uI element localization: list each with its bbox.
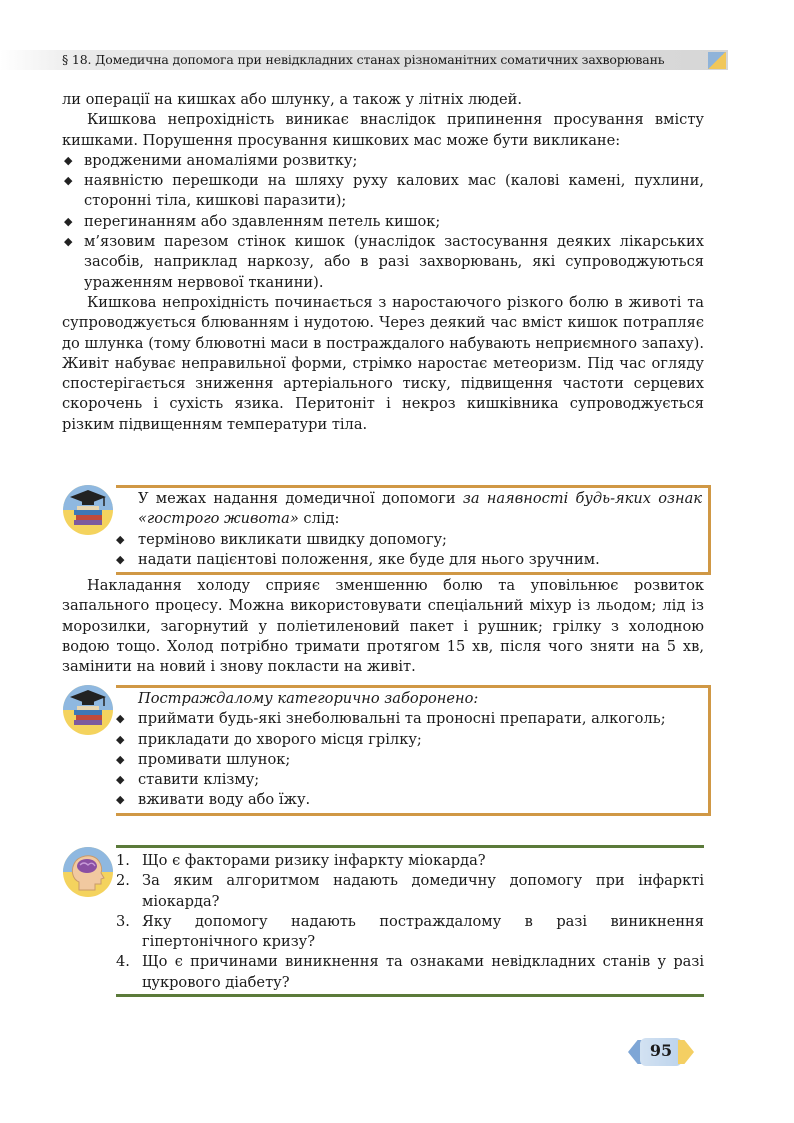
paragraph: Накладання холоду сприяє зменшенню болю та уповільнює розвиток запального процесу. Можна використовувати спеціальний міхур із льодом; лід із морозилки, загорнутий у поліетиленовий пакет і рушник; грілку з холодною водою тощо. Холод потрібно тримати протягом 15 хв, після чого зняти на 5 хв, замінити на новий і знову покласти на живіт. (62, 577, 704, 676)
question-item: 4. Що є причинами виникнення та ознаками невідкладних станів у разі цукрового діабету? (116, 953, 704, 991)
running-header: § 18. Домедична допомога при невідкладних станах різноманітних соматичних захворювань (62, 52, 665, 67)
head-brain-icon (62, 846, 114, 898)
question-item: 2. За яким алгоритмом надають домедичну допомогу при інфаркті міокарда? (116, 872, 704, 910)
main-text (62, 90, 704, 435)
list-item: ◆ вживати воду або їжу. (116, 790, 702, 810)
paragraph: Кишкова непрохідність починається з наростаючого різкого болю в животі та супроводжується блюванням і нудотою. Через деякий час вміст кишок потрапляє до шлунка (тому блювотні маси в постраждалого набувають неприємного запаху). Живіт набуває неправильної форми, стрімко наростає метеоризм. Під час огляду спостерігається зниження артеріального тиску, підвищення частоти серцевих скорочень і сухість язика. Перитоніт і некроз кишківника супроводжується різким підвищенням температури тіла. (62, 293, 704, 433)
graduation-cap-books-icon (62, 484, 114, 536)
list-item: ◆ перегинанням або здавленням петель кишок; (62, 212, 704, 232)
question-item: 3. Яку допомогу надають постраждалому в разі виникнення гіпертонічного кризу? (116, 912, 704, 951)
list-item: ◆ вродженими аномаліями розвитку; (62, 151, 704, 171)
main-text-continued (62, 576, 704, 677)
note-box-first-aid (116, 485, 711, 575)
list-item: ◆ ставити клізму; (116, 770, 702, 790)
list-item: ◆ терміново викликати швидку допомогу; (116, 530, 702, 550)
note-box-prohibited (116, 685, 711, 816)
header-corner-decoration (708, 52, 726, 69)
list-item: ◆ м’язовим парезом стінок кишок (унаслідок застосування деяких лікарських засобів, наприклад наркозу, або в разі захворювань, які супроводжуються ураженням нервової тканини). (62, 232, 704, 293)
continuation-text: ли операції на кишках або шлунку, а також у літніх людей. (62, 91, 522, 108)
review-questions (116, 845, 704, 997)
causes-list (62, 151, 704, 293)
page-number: 95 (649, 1041, 673, 1060)
note-intro: У межах надання домедичної допомоги за наявності будь-яких ознак «гострого живота» слід: (138, 490, 702, 528)
graduation-cap-books-icon (62, 684, 114, 736)
list-item: ◆ приймати будь-які знеболювальні та проносні препарати, алкоголь; (116, 709, 702, 729)
question-item: 1. Що є факторами ризику інфаркту міокарда? (116, 852, 486, 869)
paragraph: Кишкова непрохідність виникає внаслідок припинення просування вмісту кишками. Порушення просування кишкових мас може бути викликане: (62, 111, 704, 149)
note-list (116, 530, 702, 571)
list-item: ◆ наявністю перешкоди на шляху руху калових мас (калові камені, пухлини, сторонні тіла, кишкові паразити); (62, 171, 704, 212)
page-number-badge (628, 1038, 694, 1066)
note-list (116, 709, 702, 810)
list-item: ◆ прикладати до хворого місця грілку; (116, 730, 702, 750)
list-item: ◆ промивати шлунок; (116, 750, 702, 770)
list-item: ◆ надати пацієнтові положення, яке буде для нього зручним. (116, 550, 702, 570)
note-title: Постраждалому категорично заборонено: (138, 690, 479, 707)
